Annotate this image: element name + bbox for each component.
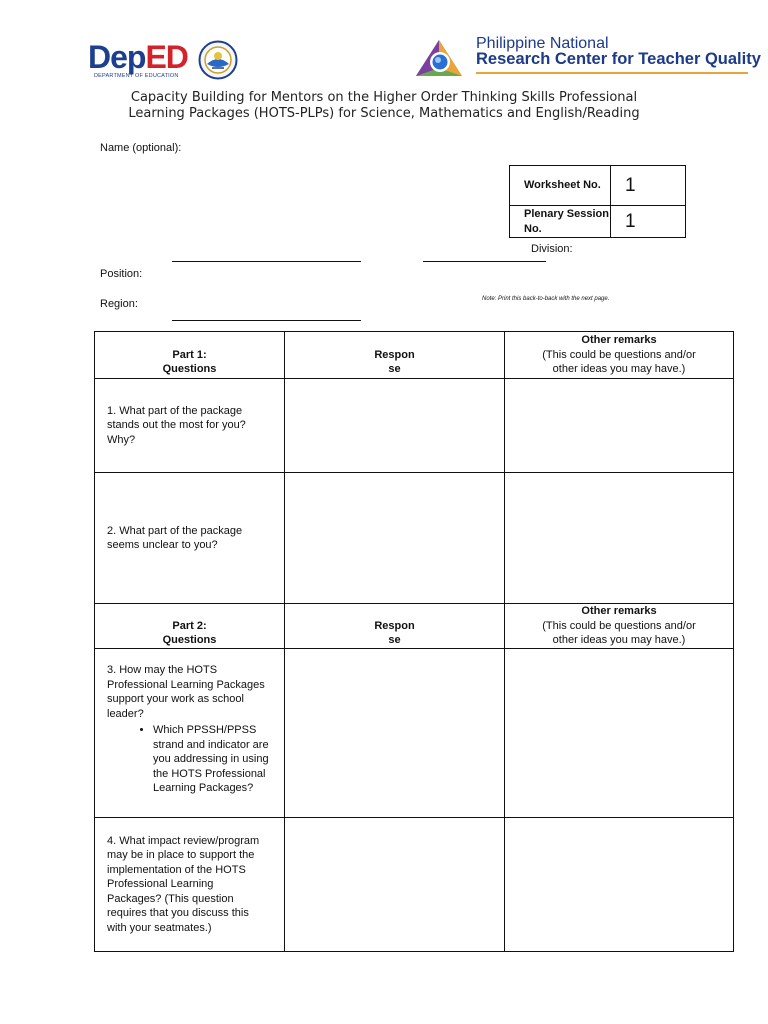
session-number[interactable]: 1 — [611, 206, 686, 238]
deped-wordmark: DepED — [88, 39, 188, 75]
question-3-bullet: • Which PPSSH/PPSS strand and indicator are you addressing in using the HOTS Professional Learning Packages? — [153, 723, 270, 796]
part2-questions-header: Part 2: Questions — [95, 604, 285, 649]
name-label: Name (optional): — [100, 142, 182, 154]
worksheet-number[interactable]: 1 — [611, 166, 686, 206]
print-note: Note: Print this back-to-back with the next page. — [482, 296, 610, 302]
response-cell-2[interactable] — [285, 473, 505, 604]
remarks-cell-2[interactable] — [505, 473, 734, 604]
title-line-2: Learning Packages (HOTS-PLPs) for Science, Mathematics and English/Reading — [128, 106, 640, 121]
question-row-2 — [95, 473, 734, 604]
position-input-line[interactable] — [172, 320, 361, 321]
question-3-bullets — [107, 723, 270, 796]
question-1: 1. What part of the package stands out the most for you? Why? — [95, 379, 285, 473]
remarks-cell-4[interactable] — [505, 818, 734, 952]
nrctq-name-line2: Research Center for Teacher Quality — [476, 50, 761, 68]
worksheet-box — [509, 165, 686, 238]
worksheet-label: Worksheet No. — [510, 166, 611, 206]
question-3: 3. How may the HOTS Professional Learning Packages support your work as school leader? • Which PPSSH/PPSS strand and indicator are you addressing in using the HOTS Professional Learning Packages? — [95, 649, 285, 818]
response-cell-1[interactable] — [285, 379, 505, 473]
nrctq-mark-icon — [414, 38, 464, 78]
name-input-line[interactable] — [172, 261, 361, 262]
remarks-cell-1[interactable] — [505, 379, 734, 473]
nrctq-underline — [476, 72, 748, 74]
response-cell-3[interactable] — [285, 649, 505, 818]
title-line-1: Capacity Building for Mentors on the Higher Order Thinking Skills Professional — [130, 90, 638, 105]
questionnaire-table — [94, 331, 734, 952]
session-row — [510, 206, 686, 238]
part1-questions-header: Part 1: Questions — [95, 332, 285, 379]
division-input-line[interactable] — [423, 261, 546, 262]
question-row-4 — [95, 818, 734, 952]
part2-remarks-header: Other remarks (This could be questions and/or other ideas you may have.) — [505, 604, 734, 649]
nrctq-name-line1: Philippine National — [476, 35, 609, 52]
question-2: 2. What part of the package seems unclear to you? — [95, 473, 285, 604]
region-label: Region: — [100, 298, 138, 310]
question-row-3 — [95, 649, 734, 818]
deped-seal-icon — [198, 40, 238, 80]
part1-header-row — [95, 332, 734, 379]
part2-response-header: Respon se — [285, 604, 505, 649]
deped-subtitle: DEPARTMENT OF EDUCATION — [94, 73, 179, 79]
response-cell-4[interactable] — [285, 818, 505, 952]
deped-logo — [88, 40, 238, 82]
division-label: Division: — [531, 243, 573, 255]
worksheet-row — [510, 166, 686, 206]
position-label: Position: — [100, 268, 143, 280]
remarks-cell-3[interactable] — [505, 649, 734, 818]
document-title — [80, 90, 688, 122]
part1-remarks-header: Other remarks (This could be questions and/or other ideas you may have.) — [505, 332, 734, 379]
part2-header-row — [95, 604, 734, 649]
session-label: Plenary Session No. — [510, 206, 611, 238]
part1-response-header: Respon se — [285, 332, 505, 379]
question-row-1 — [95, 379, 734, 473]
question-4: 4. What impact review/program may be in place to support the implementation of the HOTS Professional Learning Packages? (This question requires that you discuss this with your seatmates.) — [95, 818, 285, 952]
